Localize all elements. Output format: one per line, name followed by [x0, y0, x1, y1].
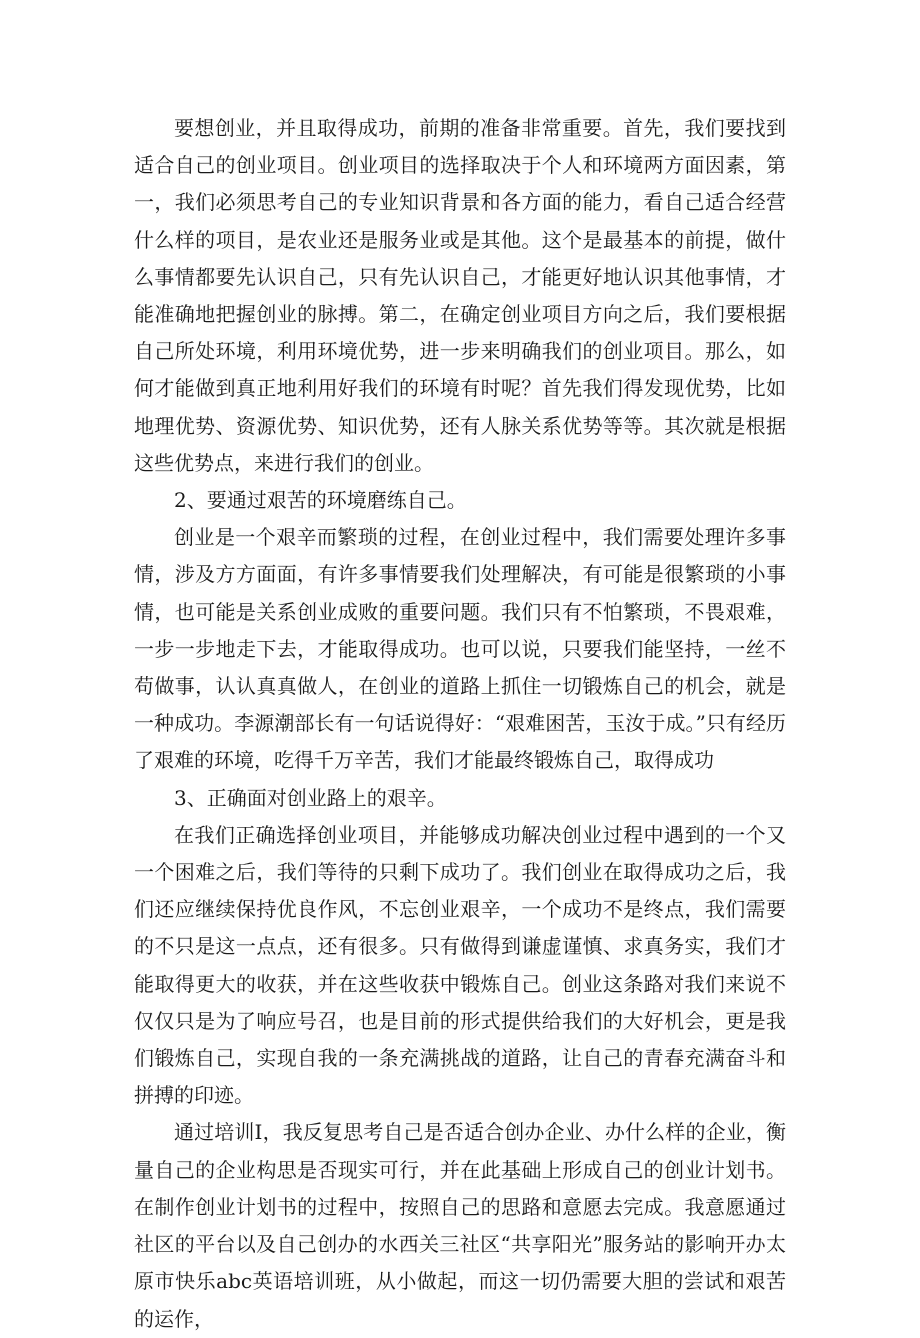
paragraph-training-plan: 通过培训I，我反复思考自己是否适合创办企业、办什么样的企业，衡量自己的企业构思是否现实可行，并在此基础上形成自己的创业计划书。在制作创业计划书的过程中，按照自己的思路和意愿去完成。我意愿通过社区的平台以及自己创办的水西关三社区“共享阳光”服务站的影响开办太原市快乐abc英语培训班，从小做起，而这一切仍需要大胆的尝试和艰苦的运作，	[134, 1120, 786, 1331]
paragraph-face-hardship: 在我们正确选择创业项目，并能够成功解决创业过程中遇到的一个又一个困难之后，我们等待的只剩下成功了。我们创业在取得成功之后，我们还应继续保持优良作风，不忘创业艰辛，一个成功不是终点，我们需要的不只是这一点点，还有很多。只有做得到谦虚谨慎、求真务实，我们才能取得更大的收获，并在这些收获中锻炼自己。创业这条路对我们来说不仅仅只是为了响应号召，也是目前的形式提供给我们的大好机会，更是我们锻炼自己，实现自我的一条充满挑战的道路，让自己的青春充满奋斗和拼搏的印迹。	[134, 822, 786, 1108]
paragraph-startup-preparation: 要想创业，并且取得成功，前期的准备非常重要。首先，我们要找到适合自己的创业项目。创业项目的选择取决于个人和环境两方面因素，第一，我们必须思考自己的专业知识背景和各方面的能力，看自己适合经营什么样的项目，是农业还是服务业或是其他。这个是最基本的前提，做什么事情都要先认识自己，只有先认识自己，才能更好地认识其他事情，才能准确地把握创业的脉搏。第二，在确定创业项目方向之后，我们要根据自己所处环境，利用环境优势，进一步来明确我们的创业项目。那么，如何才能做到真正地利用好我们的环境有时呢？首先我们得发现优势，比如地理优势、资源优势、知识优势，还有人脉关系优势等等。其次就是根据这些优势点，来进行我们的创业。	[134, 116, 786, 475]
paragraph-hardship-training: 创业是一个艰辛而繁琐的过程，在创业过程中，我们需要处理许多事情，涉及方方面面，有许多事情要我们处理解决，有可能是很繁琐的小事情，也可能是关系创业成败的重要问题。我们只有不怕繁琐，不畏艰难，一步一步地走下去，才能取得成功。也可以说，只要我们能坚持，一丝不苟做事，认认真真做人，在创业的道路上抓住一切锻炼自己的机会，就是一种成功。李源潮部长有一句话说得好：“艰难困苦，玉汝于成。”只有经历了艰难的环境，吃得千万辛苦，我们才能最终锻炼自己，取得成功	[134, 525, 786, 773]
heading-hardship-training: 2、要通过艰苦的环境磨练自己。	[174, 488, 467, 513]
document-body	[134, 110, 786, 1338]
heading-face-hardship: 3、正确面对创业路上的艰辛。	[174, 785, 447, 810]
